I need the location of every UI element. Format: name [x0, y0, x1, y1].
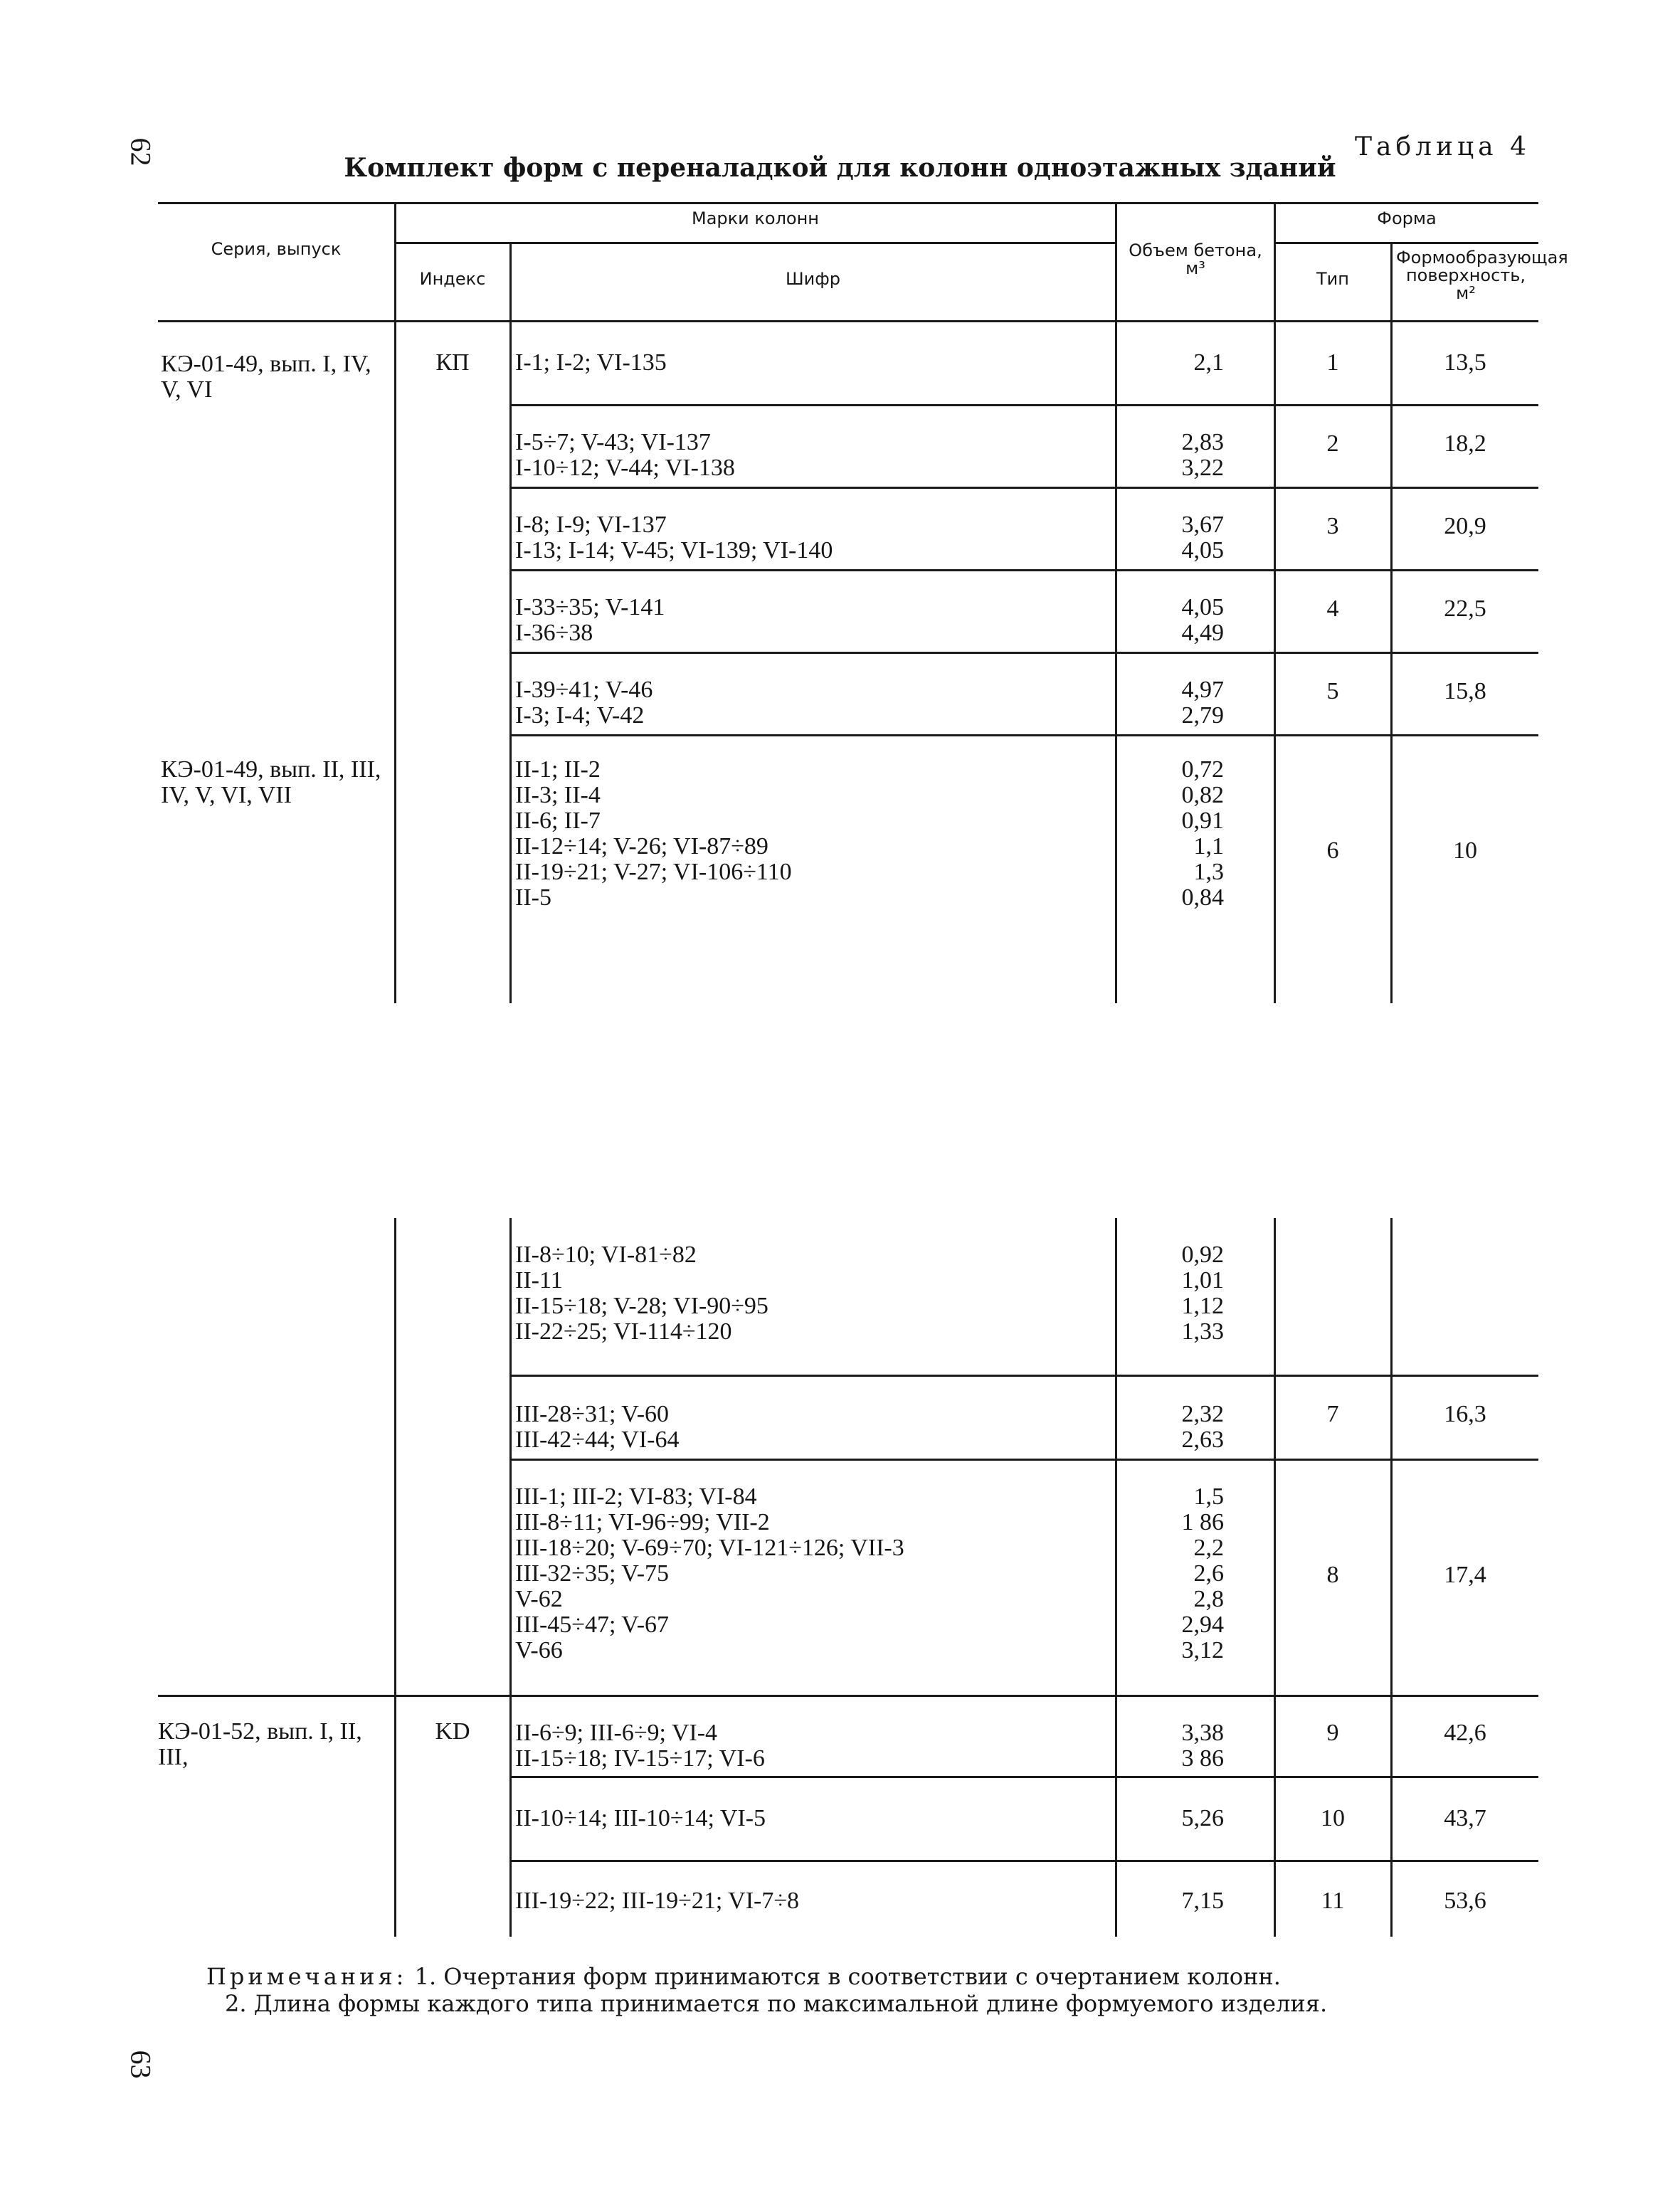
row-8-codes: III-28÷31; V-60 III-42÷44; VI-64 — [515, 1401, 680, 1453]
row-4-codes: I-33÷35; V-141 I-36÷38 — [515, 594, 665, 646]
notes-line-1 — [206, 1964, 1281, 1989]
row-11-surface: 43,7 — [1444, 1805, 1486, 1831]
row-12-surface: 53,6 — [1444, 1888, 1486, 1914]
table-title: Комплект форм с переналадкой для колонн одноэтажных зданий — [344, 153, 1336, 183]
row-rule — [511, 1375, 1538, 1377]
body-vline — [1115, 1218, 1117, 1937]
row-12-codes: III-19÷22; III-19÷21; VI-7÷8 — [515, 1888, 800, 1914]
row-2-surface: 18,2 — [1444, 430, 1486, 457]
row-5-surface: 15,8 — [1444, 678, 1486, 704]
row-9-type: 8 — [1326, 1562, 1339, 1588]
body-vline — [394, 322, 396, 1003]
header-index: Индекс — [419, 269, 486, 289]
row-11-codes: II-10÷14; III-10÷14; VI-5 — [515, 1805, 766, 1831]
series-1: КЭ-01-49, вып. I, IV, V, VI — [161, 351, 371, 403]
index-kp: КП — [435, 349, 470, 376]
row-6-codes: II-1; II-2 II-3; II-4 II-6; II-7 II-12÷14; V-26; VI-87÷89 II-19÷21; V-27; VI-106÷110 II-5 — [515, 756, 792, 911]
row-10-volumes: 3,38 3 86 — [1181, 1720, 1224, 1772]
row-2-volumes: 2,83 3,22 — [1181, 429, 1224, 481]
row-rule — [511, 1459, 1538, 1461]
body-vline — [1390, 322, 1393, 1003]
notes-label: Примечания: — [206, 1963, 408, 1990]
row-3-codes: I-8; I-9; VI-137 I-13; I-14; V-45; VI-139; VI-140 — [515, 512, 833, 564]
row-8-volumes: 2,32 2,63 — [1181, 1401, 1224, 1453]
page-number-top: 62 — [125, 137, 157, 166]
row-7-codes: II-8÷10; VI-81÷82 II-11 II-15÷18; V-28; VI-90÷95 II-22÷25; VI-114÷120 — [515, 1242, 768, 1345]
row-1-codes: I-1; I-2; VI-135 — [515, 349, 667, 376]
row-2-codes: I-5÷7; V-43; VI-137 I-10÷12; V-44; VI-138 — [515, 429, 735, 481]
header-series: Серия, выпуск — [211, 239, 342, 259]
index-kd: KD — [435, 1718, 470, 1745]
row-1-volumes: 2,1 — [1193, 349, 1224, 376]
row-8-type: 7 — [1326, 1401, 1339, 1427]
row-rule — [511, 1860, 1538, 1862]
header-brands: Марки колонн — [692, 208, 819, 228]
table-label: Таблица 4 — [1355, 132, 1531, 162]
row-9-volumes: 1,5 1 86 2,2 2,6 2,8 2,94 3,12 — [1181, 1483, 1224, 1663]
row-3-surface: 20,9 — [1444, 513, 1486, 539]
series-3: КЭ-01-52, вып. I, II, III, — [158, 1718, 362, 1770]
row-10-type: 9 — [1326, 1720, 1339, 1746]
note-1: 1. Очертания форм принимаются в соответствии с очертанием колонн. — [414, 1963, 1281, 1990]
series-2: КЭ-01-49, вып. II, III, IV, V, VI, VII — [161, 756, 381, 808]
row-6-surface: 10 — [1453, 837, 1477, 864]
page-number-bottom: 63 — [125, 2050, 157, 2079]
header-surface: Формообразующая поверхность, м² — [1396, 248, 1568, 303]
row-7-volumes: 0,92 1,01 1,12 1,33 — [1181, 1242, 1224, 1345]
row-rule — [511, 487, 1538, 489]
row-11-volumes: 5,26 — [1181, 1805, 1224, 1831]
row-rule — [511, 569, 1538, 571]
header-form: Форма — [1377, 208, 1437, 228]
row-8-surface: 16,3 — [1444, 1401, 1486, 1427]
row-3-volumes: 3,67 4,05 — [1181, 512, 1224, 564]
row-4-type: 4 — [1326, 596, 1339, 622]
form-underline — [1274, 242, 1538, 244]
body-vline — [394, 1218, 396, 1937]
header-code: Шифр — [785, 269, 840, 289]
body-vline — [1115, 322, 1117, 1003]
series-rule — [158, 1695, 1538, 1697]
row-12-volumes: 7,15 — [1181, 1888, 1224, 1914]
body-vline — [1274, 322, 1276, 1003]
brands-underline — [396, 242, 1115, 244]
row-rule — [511, 404, 1538, 406]
row-4-volumes: 4,05 4,49 — [1181, 594, 1224, 646]
header-type: Тип — [1316, 269, 1349, 289]
row-10-surface: 42,6 — [1444, 1720, 1486, 1746]
header-volume: Объем бетона, м³ — [1129, 240, 1262, 278]
row-2-type: 2 — [1326, 430, 1339, 457]
row-5-codes: I-39÷41; V-46 I-3; I-4; V-42 — [515, 677, 653, 729]
header-vline — [1115, 203, 1117, 320]
row-5-volumes: 4,97 2,79 — [1181, 677, 1224, 729]
row-11-type: 10 — [1321, 1805, 1345, 1831]
row-9-codes: III-1; III-2; VI-83; VI-84 III-8÷11; VI-96÷99; VII-2 III-18÷20; V-69÷70; VI-121÷126; VII-3 III-32÷35; V-75 V-62 III-45÷47; V-67 V-66 — [515, 1483, 904, 1663]
body-vline — [509, 1218, 512, 1937]
row-1-type: 1 — [1326, 349, 1339, 376]
row-5-type: 5 — [1326, 678, 1339, 704]
row-rule — [511, 1776, 1538, 1778]
header-bottom-rule — [158, 320, 1538, 322]
row-12-type: 11 — [1321, 1888, 1345, 1914]
body-vline — [509, 322, 512, 1003]
row-4-surface: 22,5 — [1444, 596, 1486, 622]
row-6-volumes: 0,72 0,82 0,91 1,1 1,3 0,84 — [1181, 756, 1224, 911]
row-rule — [511, 652, 1538, 654]
row-1-surface: 13,5 — [1444, 349, 1486, 376]
note-2: 2. Длина формы каждого типа принимается по максимальной длине формуемого изделия. — [225, 1990, 1328, 2017]
table-top-rule — [158, 202, 1538, 204]
row-3-type: 3 — [1326, 513, 1339, 539]
row-rule — [511, 734, 1538, 736]
header-vline — [1390, 243, 1393, 320]
row-6-type: 6 — [1326, 837, 1339, 864]
row-10-codes: II-6÷9; III-6÷9; VI-4 II-15÷18; IV-15÷17; VI-6 — [515, 1720, 765, 1772]
row-9-surface: 17,4 — [1444, 1562, 1486, 1588]
